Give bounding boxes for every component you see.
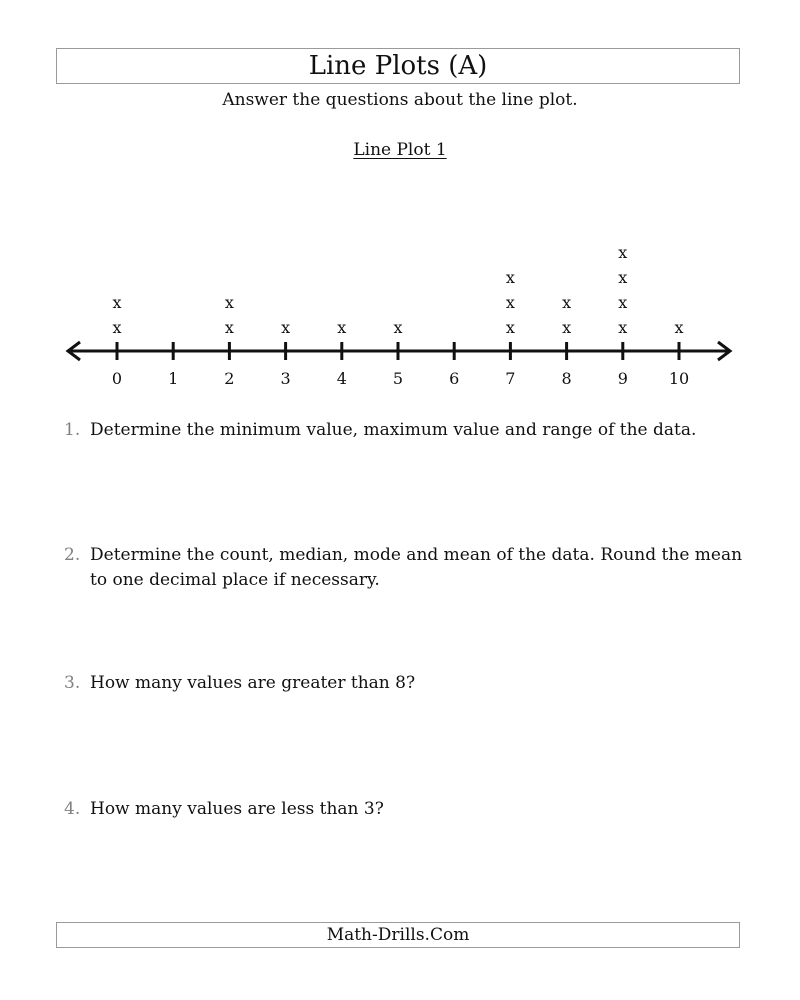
instructions: Answer the questions about the line plot. bbox=[222, 90, 578, 110]
footer-text: Math-Drills.Com bbox=[326, 925, 470, 945]
plot-mark-0-2: x bbox=[112, 293, 122, 312]
footer-box bbox=[56, 922, 740, 948]
plot-mark-9-3: x bbox=[618, 268, 628, 287]
question-1-number: 1. bbox=[64, 420, 81, 440]
line-plot-title: Line Plot 1 bbox=[353, 140, 447, 160]
question-4 bbox=[64, 797, 744, 822]
plot-mark-2-1: x bbox=[224, 318, 234, 337]
plot-mark-10-1: x bbox=[674, 318, 684, 337]
plot-mark-3-1: x bbox=[281, 318, 291, 337]
plot-mark-9-4: x bbox=[618, 243, 628, 262]
question-3-text: How many values are greater than 8? bbox=[90, 673, 416, 693]
line-plot bbox=[0, 230, 800, 400]
question-4-text: How many values are less than 3? bbox=[90, 799, 384, 819]
plot-mark-8-2: x bbox=[562, 293, 572, 312]
line-plot-title-wrap bbox=[0, 140, 800, 160]
question-4-number: 4. bbox=[64, 799, 81, 819]
tick-label-8: 8 bbox=[561, 369, 572, 388]
plot-mark-9-1: x bbox=[618, 318, 628, 337]
question-3 bbox=[64, 671, 744, 696]
question-3-number: 3. bbox=[64, 673, 81, 693]
question-2-number: 2. bbox=[64, 545, 81, 565]
tick-label-5: 5 bbox=[392, 369, 404, 388]
question-1 bbox=[64, 418, 744, 443]
tick-label-1: 1 bbox=[168, 369, 179, 388]
tick-label-7: 7 bbox=[505, 369, 516, 388]
title-box bbox=[56, 48, 740, 84]
plot-mark-5-1: x bbox=[393, 318, 403, 337]
plot-mark-7-3: x bbox=[505, 268, 515, 287]
question-2 bbox=[64, 543, 744, 593]
tick-labels bbox=[112, 369, 689, 388]
plot-mark-8-1: x bbox=[562, 318, 572, 337]
tick-label-10: 10 bbox=[668, 369, 690, 388]
plot-mark-0-1: x bbox=[112, 318, 122, 337]
question-1-text: Determine the minimum value, maximum value and range of the data. bbox=[90, 420, 697, 440]
plot-mark-7-1: x bbox=[505, 318, 515, 337]
tick-label-4: 4 bbox=[336, 369, 347, 388]
plot-mark-4-1: x bbox=[337, 318, 347, 337]
page-title: Line Plots (A) bbox=[308, 51, 488, 81]
plot-marks bbox=[112, 243, 683, 337]
tick-label-0: 0 bbox=[111, 369, 123, 388]
plot-mark-7-2: x bbox=[505, 293, 515, 312]
tick-label-3: 3 bbox=[280, 369, 291, 388]
plot-mark-9-2: x bbox=[618, 293, 628, 312]
question-2-text: Determine the count, median, mode and mean of the data. Round the mean to one decimal place if necessary. bbox=[90, 545, 743, 590]
tick-label-2: 2 bbox=[224, 369, 235, 388]
tick-label-9: 9 bbox=[617, 369, 628, 388]
plot-mark-2-2: x bbox=[224, 293, 234, 312]
tick-label-6: 6 bbox=[449, 369, 460, 388]
